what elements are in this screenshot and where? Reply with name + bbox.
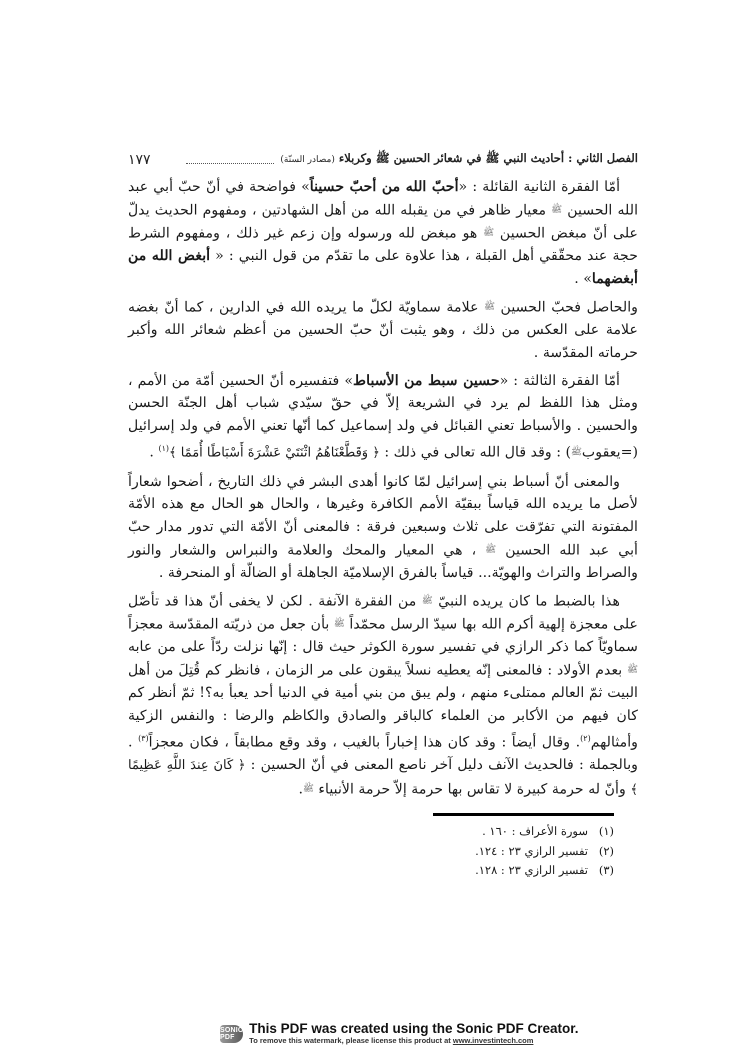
- text-run: أمّا الفقرة الثالثة : «: [499, 372, 620, 389]
- footnote: [300, 822, 614, 842]
- watermark-text: [249, 1022, 578, 1046]
- page-number: ١٧٧: [128, 152, 151, 168]
- pdf-watermark: [220, 1020, 579, 1048]
- text-run: علامة سماويّة لكلّ ما يريده الله في الدارين ، كما أنّ بغضه علامة على العكس من ذلك ، وهو يثبت أنّ حبّ الحسين من أعظم شعائر الله وأكبر حرماته المقدّسة .: [128, 299, 638, 361]
- text-run: بأن جعل من ذريّته المقدّسة معجزاً سماويّاً كما ذكر الرازي في تفسير سورة الكوثر حيث قال : إنّها نزلت ردّاً على من عابه: [128, 616, 638, 656]
- honorific-icon: ﷺ: [627, 665, 638, 676]
- watermark-link[interactable]: www.investintech.com: [452, 1036, 534, 1045]
- text-run: .: [298, 781, 303, 798]
- text-run: » فواضحة في أنّ حبّ أبي عبد الله الحسين: [128, 179, 639, 219]
- quran-verse: ﴿ كَانَ عِندَ اللَّهِ عَظِيمًا ﴾: [128, 758, 638, 798]
- paragraph: [128, 296, 638, 365]
- running-header: [128, 148, 638, 168]
- paragraph: [128, 471, 638, 585]
- watermark-line1: This PDF was created using the Sonic PDF Creator.: [249, 1021, 579, 1036]
- chapter-title: [280, 151, 638, 168]
- quoted-hadith: أبغض الله من أبغضهما: [128, 248, 638, 287]
- paragraph: [128, 370, 638, 466]
- paragraph: [128, 590, 638, 803]
- watermark-line2-text: To remove this watermark, please license this product at: [249, 1036, 453, 1045]
- chapter-subtitle: (مصادر السنّة): [280, 155, 335, 165]
- footnote: [300, 861, 614, 881]
- footnote: [300, 842, 614, 862]
- text-run: ) : وقد قال الله تعالى في ذلك :: [379, 444, 572, 461]
- footnote-number: (٢): [598, 843, 614, 858]
- honorific-icon: ﷺ: [333, 619, 345, 630]
- footnote-text: تفسير الرازي ٢٣ : ١٢٤.: [475, 843, 588, 858]
- text-run: أمّا الفقرة الثانية القائلة : «: [458, 179, 621, 195]
- honorific-icon: ﷺ: [421, 595, 433, 606]
- text-run: . وقال أيضاً : وقد كان هذا إخباراً بالغيب ، وقد وقع مطابقاً ، فكان معجزاً: [148, 734, 581, 751]
- quoted-hadith: حسين سبط من الأسباط: [353, 372, 500, 389]
- text-run: ، هي المعيار والمحك والعلامة والنبراس والشعار والنور والصراط والتراث والهويّة... قياساً بالفرق الإسلاميّة الجاهلة أو الضالّة أو المنحرفة .: [128, 542, 638, 582]
- text-run: هو مبغض لله ورسوله وإن زعم غير ذلك ، ومفهوم الشرط حجة عند محقّقي أهل القبلة ، هذا علاوة على ما تقدّم من قول النبي : «: [128, 225, 638, 265]
- footnote-text: تفسير الرازي ٢٣ : ١٢٨.: [475, 863, 588, 877]
- honorific-icon: ﷺ: [483, 228, 495, 238]
- text-run: هذا بالضبط ما كان يريده النبيّ: [432, 593, 620, 610]
- footnote-number: (١): [598, 824, 614, 838]
- footnote-reference: (١): [158, 443, 169, 453]
- footnote-separator: [433, 813, 614, 816]
- quran-verse: ﴿ وَقَطَّعْنَاهُمُ اثْنَتَيْ عَشْرَةَ أَسْبَاطًا أُمَمًا ﴾: [168, 445, 380, 461]
- text-run: من الفقرة الآنفة . لكن لا يخفى أنّ هذا قد تأصّل على معجزة إلهية أكرم الله بها سيدّ الرسل محمّداً: [128, 593, 638, 633]
- text-run: بعدم الأولاد : فالمعنى إنّه يعطيه نسلاً يبقون على مر الزمان ، فانظر كم قُتِلَ من أهل البيت ثمّ العالم ممتلىء منهم ، ولم يبق من بني أمية في الدنيا أحد يعبأ به؟! ثمّ أنظر كم كان فيهم من الأكابر من العلماء كالباقر والصادق والكاظم والرضا : والنفس الزكية وأمثالهم: [128, 662, 638, 751]
- watermark-line2: [249, 1036, 578, 1046]
- footnotes: [300, 822, 614, 881]
- text-run: » .: [574, 271, 592, 287]
- honorific-icon: ﷺ: [571, 447, 582, 458]
- header-dot-leader: [186, 162, 274, 164]
- body-text: [128, 176, 638, 807]
- footnote-text: سورة الأعراف : ١٦٠ .: [482, 824, 588, 838]
- footnote-reference: (٢): [580, 733, 591, 743]
- text-run: والمعنى أنّ أسباط بني إسرائيل لمّا كانوا أهدى البشر في ذلك التاريخ ، أضحوا شعاراً لأصل ما يريده الله قياساً ببقيّة الأمم الكافرة وغيرها ، والحال هو الحال مع هذه الأمّة المفتونة التي تفرّقت على ثلاث وسبعين فرقة : فالمعنى أنّ الأمّة التي تدور مدار حبّ أبي عبد الله الحسين: [128, 473, 638, 559]
- text-run: .: [149, 444, 159, 461]
- text-run: » فتفسيره أنّ الحسين أمّة من الأمم ، ومثل هذا اللفظ لم يرد في الشريعة إلاّ في حقّ سيّدي شباب أهل الجنّة الحسن والحسين . والأسباط تعني القبائل في ولد إسماعيل كما أنّها تعني الأمم في ولد إسرائيل (=يعقوب: [128, 372, 638, 461]
- footnote-reference: (٣): [138, 733, 149, 743]
- text-run: معيار ظاهر في من يقبله الله من أهل الشهادتين ، ومفهوم الحديث يدلّ على أنّ مبغض الحسين: [128, 202, 639, 242]
- footnote-number: (٣): [598, 863, 614, 877]
- honorific-icon: ﷺ: [303, 784, 314, 795]
- text-run: . وبالجملة : فالحديث الآنف دليل آخر ناصع المعنى في أنّ الحسين :: [128, 734, 638, 774]
- paragraph: [128, 176, 638, 291]
- honorific-icon: ﷺ: [484, 301, 495, 312]
- sonic-pdf-logo-icon: SONIC PDF: [220, 1027, 244, 1041]
- chapter-title-text: الفصل الثاني : أحاديث النبي ﷺ في شعائر الحسين ﷺ وكربلاء: [338, 151, 638, 165]
- quoted-hadith: أحبّ الله من أحبّ حسيناً: [309, 179, 459, 195]
- honorific-icon: ﷺ: [485, 544, 497, 555]
- text-run: والحاصل فحبّ الحسين: [494, 299, 638, 316]
- text-run: وأنّ له حرمة كبيرة لا تقاس بها حرمة إلاّ حرمة الأنبياء: [313, 781, 631, 798]
- honorific-icon: ﷺ: [551, 204, 563, 215]
